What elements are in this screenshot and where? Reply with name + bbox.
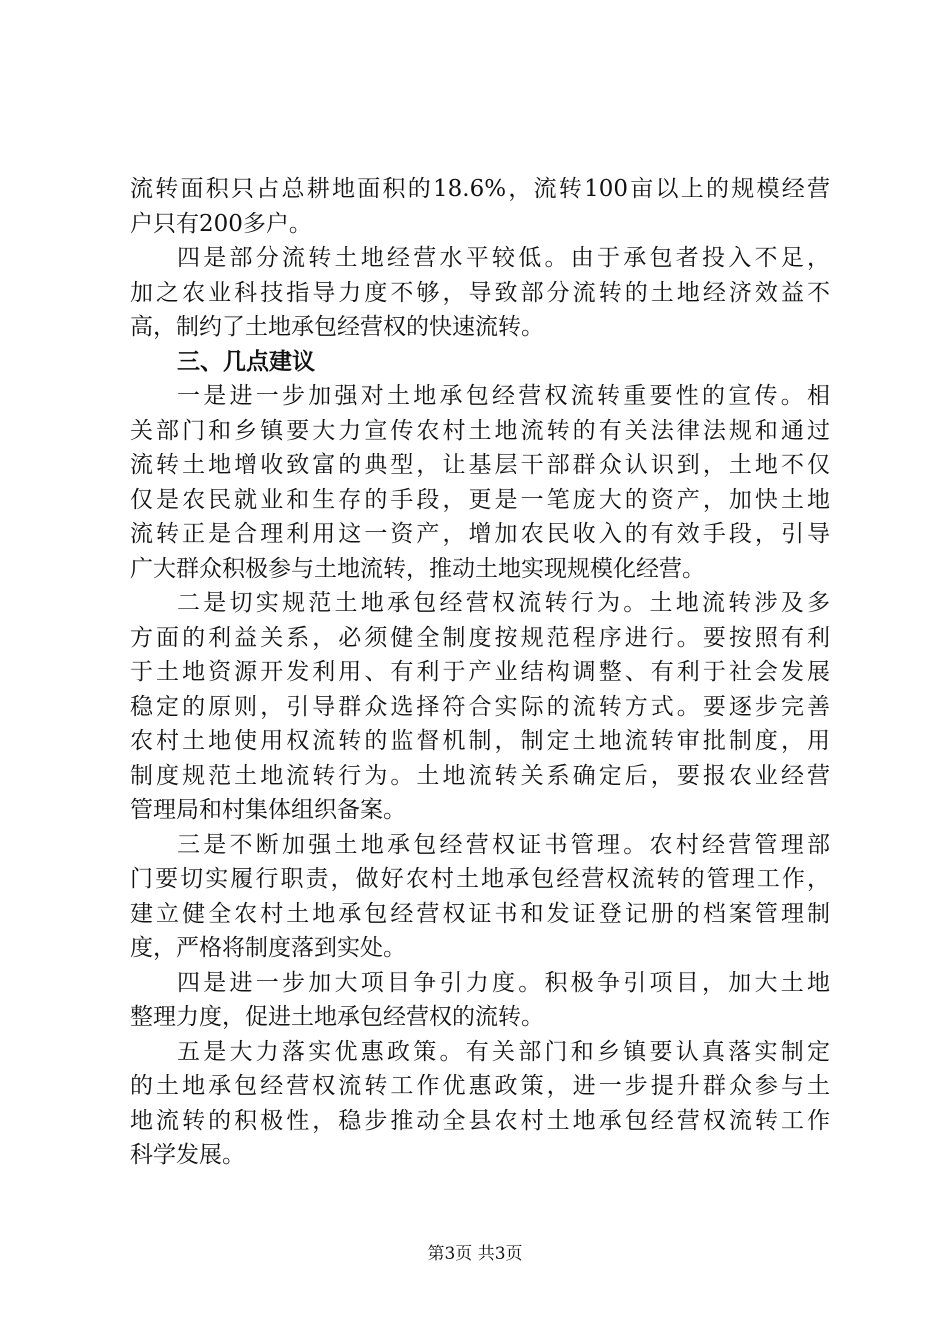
text-line: 户只有200多户。 xyxy=(130,210,312,237)
page-footer: 第3页 共3页 xyxy=(427,1244,523,1264)
text-line: 稳定的原则，引导群众选择符合实际的流转方式。要逐步完善 xyxy=(130,693,830,720)
text-line: 关部门和乡镇要大力宣传农村土地流转的有关法律法规和通过 xyxy=(130,417,830,444)
text-line: 门要切实履行职责，做好农村土地承包经营权流转的管理工作， xyxy=(130,866,830,892)
section-heading: 三、几点建议 xyxy=(177,348,315,375)
text-line: 的土地承包经营权流转工作优惠政策，进一步提升群众参与土 xyxy=(130,1073,830,1099)
text-line: 四是部分流转土地经营水平较低。由于承包者投入不足， xyxy=(177,245,830,271)
text-line: 广大群众积极参与土地流转，推动土地实现规模化经营。 xyxy=(130,555,705,582)
text-line: 二是切实规范土地承包经营权流转行为。土地流转涉及多 xyxy=(177,590,830,616)
text-line: 流转正是合理利用这一资产，增加农民收入的有效手段，引导 xyxy=(130,521,830,547)
text-line: 高，制约了土地承包经营权的快速流转。 xyxy=(130,314,544,340)
text-line: 加之农业科技指导力度不够，导致部分流转的土地经济效益不 xyxy=(130,279,830,306)
document-body xyxy=(130,172,830,1173)
text-line: 科学发展。 xyxy=(130,1142,245,1168)
text-line: 制度规范土地流转行为。土地流转关系确定后，要报农业经营 xyxy=(130,762,830,789)
text-line: 建立健全农村土地承包经营权证书和发证登记册的档案管理制 xyxy=(130,900,830,927)
text-line: 仅是农民就业和生存的手段，更是一笔庞大的资产，加快土地 xyxy=(130,486,830,513)
text-line: 度，严格将制度落到实处。 xyxy=(130,935,406,961)
text-line: 流转土地增收致富的典型，让基层干部群众认识到，土地不仅 xyxy=(130,452,830,478)
text-line: 三是不断加强土地承包经营权证书管理。农村经营管理部 xyxy=(177,831,830,858)
text-line: 整理力度，促进土地承包经营权的流转。 xyxy=(130,1004,544,1030)
text-line: 地流转的积极性，稳步推动全县农村土地承包经营权流转工作 xyxy=(130,1107,830,1134)
text-line: 四是进一步加大项目争引力度。积极争引项目，加大土地 xyxy=(177,969,830,996)
text-line: 管理局和村集体组织备案。 xyxy=(130,797,406,823)
text-line: 五是大力落实优惠政策。有关部门和乡镇要认真落实制定 xyxy=(177,1038,830,1065)
text-line: 农村土地使用权流转的监督机制，制定土地流转审批制度，用 xyxy=(130,728,830,754)
text-line: 于土地资源开发利用、有利于产业结构调整、有利于社会发展 xyxy=(130,659,830,685)
text-line: 方面的利益关系，必须健全制度按规范程序进行。要按照有利 xyxy=(130,624,830,651)
text-line: 一是进一步加强对土地承包经营权流转重要性的宣传。相 xyxy=(177,383,830,409)
text-line: 流转面积只占总耕地面积的18.6%，流转100亩以上的规模经营 xyxy=(130,176,830,202)
